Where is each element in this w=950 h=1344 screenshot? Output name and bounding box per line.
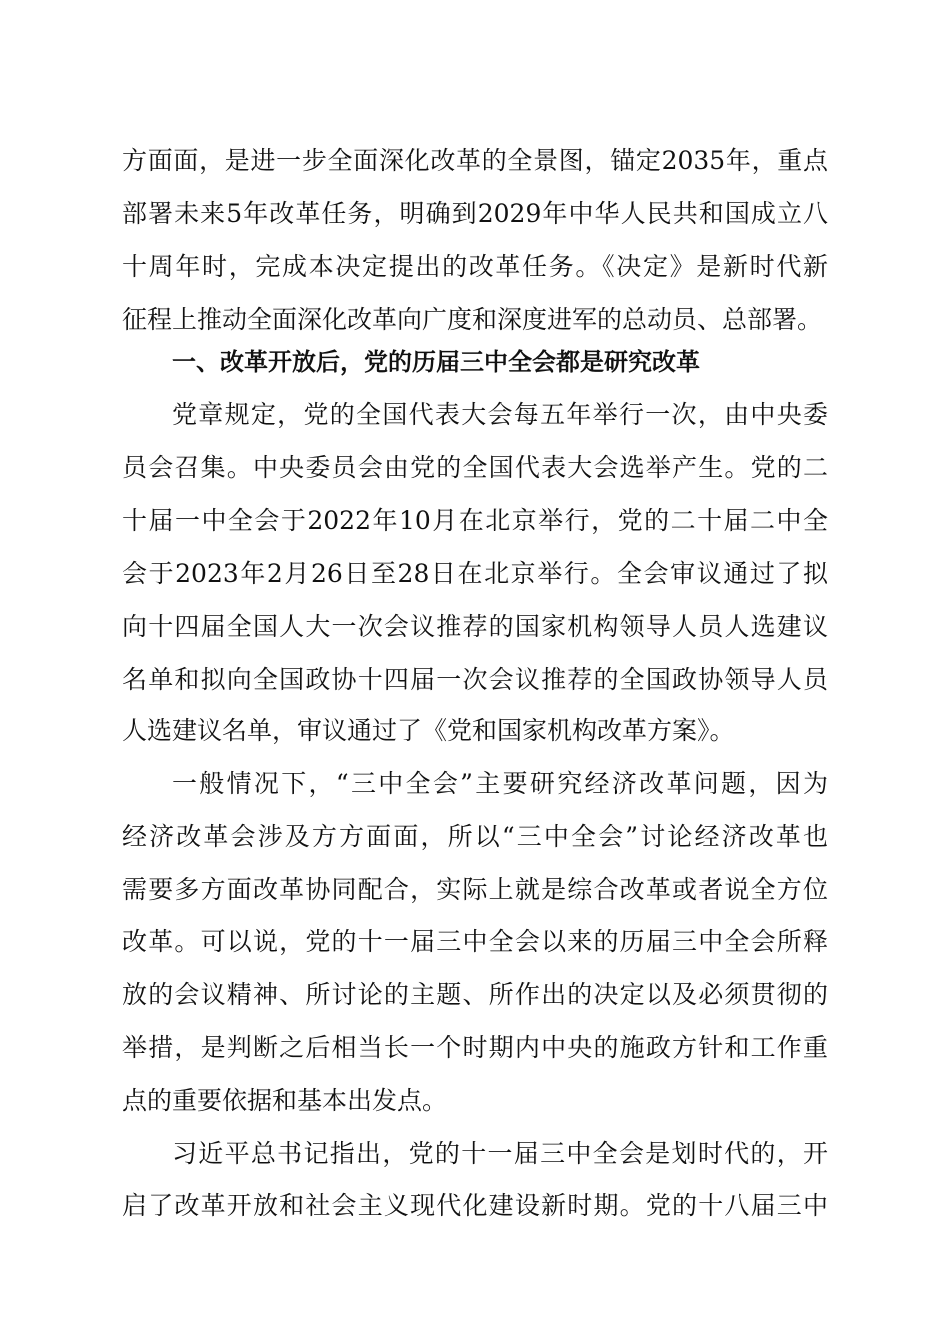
text-line: 举措，是判断之后相当长一个时期内中央的施政方针和工作重 (122, 1033, 828, 1062)
text-line: 十周年时，完成本决定提出的改革任务。《决定》是新时代新 (122, 252, 828, 281)
text-line: 方面面，是进一步全面深化改革的全景图，锚定2035年，重点 (122, 146, 828, 175)
text-line: 十届一中全会于2022年10月在北京举行，党的二十届二中全 (122, 506, 828, 535)
text-line: 名单和拟向全国政协十四届一次会议推荐的全国政协领导人员 (122, 665, 828, 694)
text-line: 向十四届全国人大一次会议推荐的国家机构领导人员人选建议 (122, 612, 828, 641)
text-line: 放的会议精神、所讨论的主题、所作出的决定以及必须贯彻的 (122, 980, 828, 1009)
text-line: 党章规定，党的全国代表大会每五年举行一次，由中央委 (172, 400, 828, 429)
text-line: 员会召集。中央委员会由党的全国代表大会选举产生。党的二 (122, 453, 828, 482)
text-line: 征程上推动全面深化改革向广度和深度进军的总动员、总部署。 (122, 305, 823, 334)
text-line: 经济改革会涉及方方面面，所以“三中全会”讨论经济改革也 (122, 822, 828, 851)
text-line: 会于2023年2月26日至28日在北京举行。全会审议通过了拟 (122, 559, 828, 588)
text-line: 启了改革开放和社会主义现代化建设新时期。党的十八届三中 (122, 1191, 828, 1220)
text-line: 人选建议名单，审议通过了《党和国家机构改革方案》。 (122, 716, 735, 745)
text-line: 一般情况下，“三中全会”主要研究经济改革问题，因为 (172, 769, 828, 798)
text-line: 改革。可以说，党的十一届三中全会以来的历届三中全会所释 (122, 927, 828, 956)
section-heading: 一、改革开放后，党的历届三中全会都是研究改革 (172, 348, 700, 376)
text-line: 习近平总书记指出，党的十一届三中全会是划时代的，开 (172, 1139, 828, 1168)
text-line: 需要多方面改革协同配合，实际上就是综合改革或者说全方位 (122, 875, 828, 904)
text-line: 部署未来5年改革任务，明确到2029年中华人民共和国成立八 (122, 199, 828, 228)
text-line: 点的重要依据和基本出发点。 (122, 1086, 448, 1115)
